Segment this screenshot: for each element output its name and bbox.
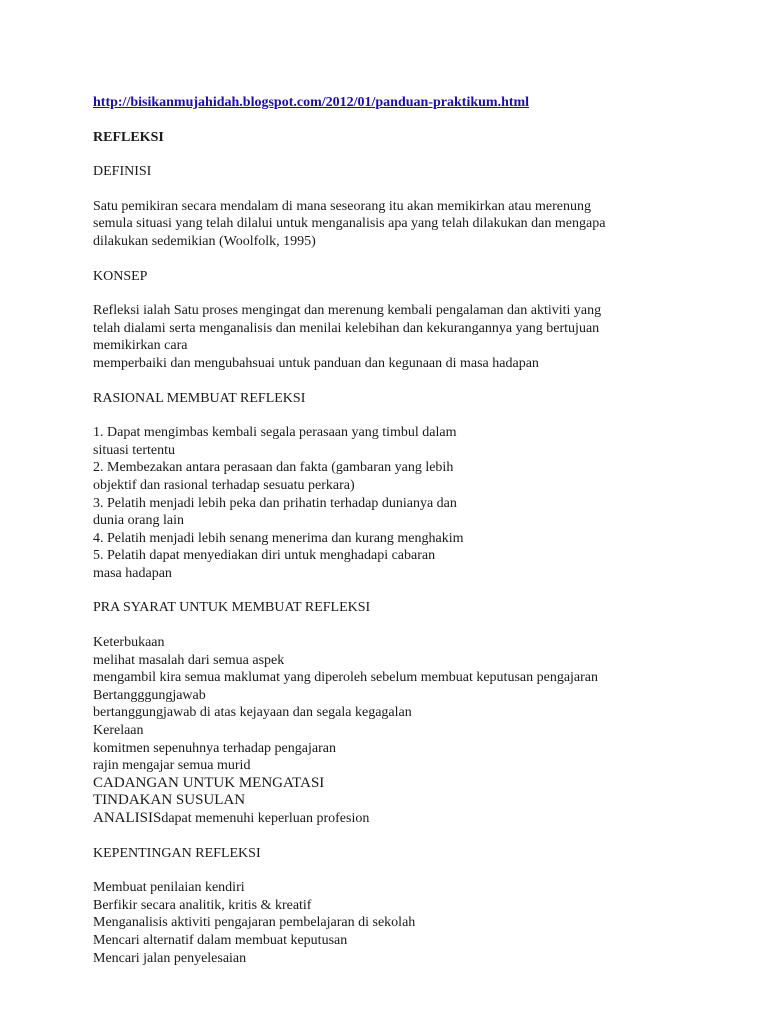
text-line: Refleksi ialah Satu proses mengingat dan merenung kembali pengalaman dan aktiviti yang [93,303,602,319]
list-item: 5. Pelatih dapat menyediakan diri untuk menghadapi cabaran [93,548,436,564]
definisi-paragraph [93,198,693,251]
list-item: 3. Pelatih menjadi lebih peka dan prihatin terhadap dunianya dan [93,495,457,511]
list-item: situasi tertentu [93,442,176,458]
analisis-rest: dapat memenuhi keperluan profesion [161,811,370,826]
list-item: 1. Dapat mengimbas kembali segala perasaan yang timbul dalam [93,425,457,441]
list-item: masa hadapan [93,565,172,581]
text-line: telah dialami serta menganalisis dan menilai kelebihan dan kekurangannya yang bertujuan [93,320,600,336]
prasyarat-list [93,634,693,828]
text-line: Satu pemikiran secara mendalam di mana seseorang itu akan memikirkan atau merenung [93,198,591,214]
text-line: memperbaiki dan mengubahsuai untuk panduan dan kegunaan di masa hadapan [93,355,539,371]
konsep-paragraph [93,302,693,372]
document-page [93,94,693,984]
list-item: Membuat penilaian kendiri [93,880,245,896]
text-line: semula situasi yang telah dilalui untuk menganalisis apa yang telah dilakukan dan mengapa [93,216,606,232]
heading-kepentingan: KEPENTINGAN REFLEKSI [93,845,261,861]
list-item: Menganalisis aktiviti pengajaran pembelajaran di sekolah [93,915,416,931]
list-item: rajin mengajar semua murid [93,758,251,774]
list-item: mengambil kira semua maklumat yang diperoleh sebelum membuat keputusan pengajaran [93,670,599,686]
text-line: memikirkan cara [93,338,188,354]
kepentingan-list [93,879,693,967]
caps-line: TINDAKAN SUSULAN [93,792,246,809]
list-item: Kerelaan [93,723,144,739]
list-item: Mencari alternatif dalam membuat keputusan [93,932,348,948]
rasional-list [93,424,693,582]
list-item: Bertangggungjawab [93,687,206,703]
analisis-prefix: ANALISIS [93,810,162,826]
list-item: 4. Pelatih menjadi lebih senang menerima dan kurang menghakim [93,530,464,546]
heading-rasional: RASIONAL MEMBUAT REFLEKSI [93,390,306,406]
list-item: Berfikir secara analitik, kritis & kreatif [93,897,312,913]
text-line: dilakukan sedemikian (Woolfolk, 1995) [93,233,316,249]
caps-line: CADANGAN UNTUK MENGATASI [93,774,325,791]
source-link[interactable]: http://bisikanmujahidah.blogspot.com/2012/01/panduan-praktikum.html [93,95,530,110]
list-item: 2. Membezakan antara perasaan dan fakta (gambaran yang lebih [93,460,454,476]
heading-konsep: KONSEP [93,268,148,284]
heading-prasyarat: PRA SYARAT UNTUK MEMBUAT REFLEKSI [93,600,371,616]
list-item: dunia orang lain [93,513,184,529]
heading-definisi: DEFINISI [93,164,152,180]
list-item: objektif dan rasional terhadap sesuatu perkara) [93,477,355,493]
list-item: Mencari jalan penyelesaian [93,950,247,966]
list-item: bertanggungjawab di atas kejayaan dan segala kegagalan [93,705,412,721]
list-item: Keterbukaan [93,635,165,651]
analisis-line [93,810,693,828]
list-item: komitmen sepenuhnya terhadap pengajaran [93,740,336,756]
list-item: melihat masalah dari semua aspek [93,652,285,668]
document-title: REFLEKSI [93,129,164,145]
